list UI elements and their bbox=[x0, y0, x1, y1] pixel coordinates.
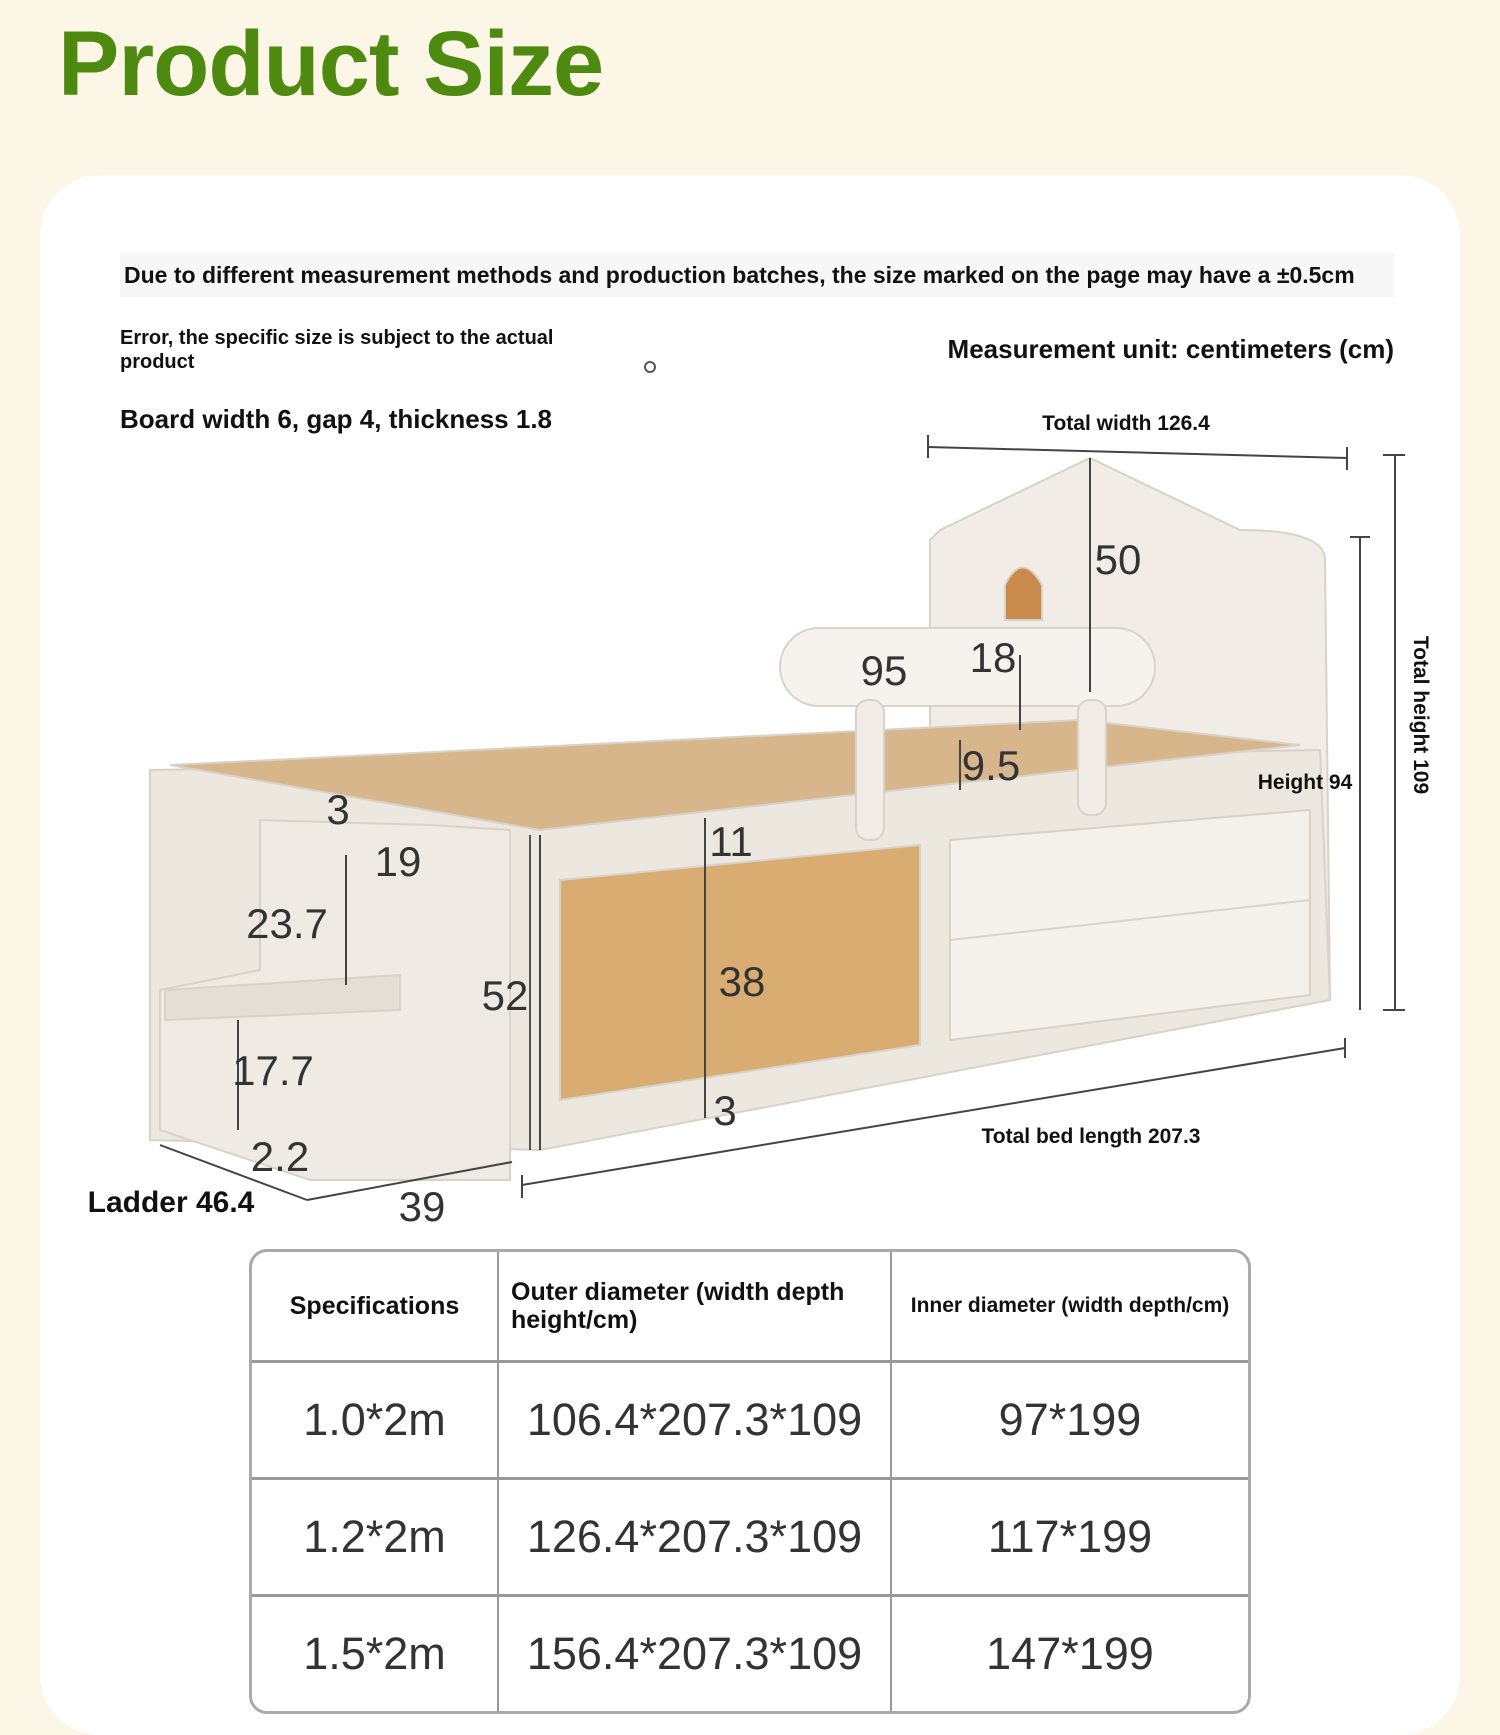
step-rise-2-label: 17.7 bbox=[232, 1047, 314, 1094]
total-length-label: Total bed length 207.3 bbox=[981, 1125, 1201, 1148]
ladder-label: Ladder 46.4 bbox=[87, 1186, 255, 1219]
table-row bbox=[252, 1363, 1248, 1480]
header-cell: Inner diameter (width depth/cm) bbox=[892, 1252, 1248, 1363]
table-cell: 156.4*207.3*109 bbox=[499, 1597, 892, 1711]
page-title: Product Size bbox=[58, 13, 604, 115]
step-top-label: 3 bbox=[326, 786, 350, 833]
table-cell: 106.4*207.3*109 bbox=[499, 1363, 892, 1480]
table-cell: 147*199 bbox=[986, 1628, 1154, 1679]
bottom-gap-label: 3 bbox=[713, 1087, 737, 1134]
header-cell: Outer diameter (width depth height/cm) bbox=[499, 1252, 892, 1363]
unit-note: Measurement unit: centimeters (cm) bbox=[947, 334, 1394, 364]
table-row bbox=[252, 1480, 1248, 1597]
height-94-label: Height 94 bbox=[1257, 771, 1353, 794]
bed-height-label: 52 bbox=[481, 972, 529, 1019]
table-header-row bbox=[252, 1252, 1248, 1363]
step-rise-1-label: 23.7 bbox=[246, 900, 328, 947]
step-depth-label: 19 bbox=[374, 838, 422, 885]
ladder-width-label: 39 bbox=[398, 1183, 446, 1230]
board-note: Board width 6, gap 4, thickness 1.8 bbox=[120, 404, 553, 434]
disclaimer-text: Due to different measurement methods and production batches, the size marked on the page may have a ±0.5cm bbox=[120, 253, 1394, 297]
table-cell: 1.2*2m bbox=[252, 1480, 499, 1597]
guardrail-gap-label: 9.5 bbox=[961, 742, 1021, 789]
frame-side-label: 11 bbox=[709, 818, 753, 865]
guardrail bbox=[780, 628, 1155, 706]
total-height-label: Total height 109 bbox=[1409, 635, 1432, 795]
base-height-label: 2.2 bbox=[250, 1133, 310, 1180]
guardrail-height-label: 18 bbox=[969, 634, 1017, 681]
header-cell: Specifications bbox=[252, 1252, 499, 1363]
headboard-height-label: 50 bbox=[1094, 536, 1142, 583]
guardrail-length-label: 95 bbox=[860, 647, 908, 694]
table-row bbox=[252, 1597, 1248, 1711]
table-cell: 1.5*2m bbox=[252, 1597, 499, 1711]
arch-window bbox=[1005, 568, 1042, 621]
table-cell: 1.0*2m bbox=[252, 1363, 499, 1480]
table-cell: 117*199 bbox=[892, 1480, 1248, 1597]
table-cell: 126.4*207.3*109 bbox=[499, 1480, 892, 1597]
storage-height-label: 38 bbox=[718, 958, 766, 1005]
total-width-label: Total width 126.4 bbox=[1042, 412, 1210, 435]
table-cell: 97*199 bbox=[892, 1363, 1248, 1480]
size-table bbox=[249, 1249, 1251, 1714]
error-note: Error, the specific size is subject to the actual product bbox=[120, 327, 554, 373]
